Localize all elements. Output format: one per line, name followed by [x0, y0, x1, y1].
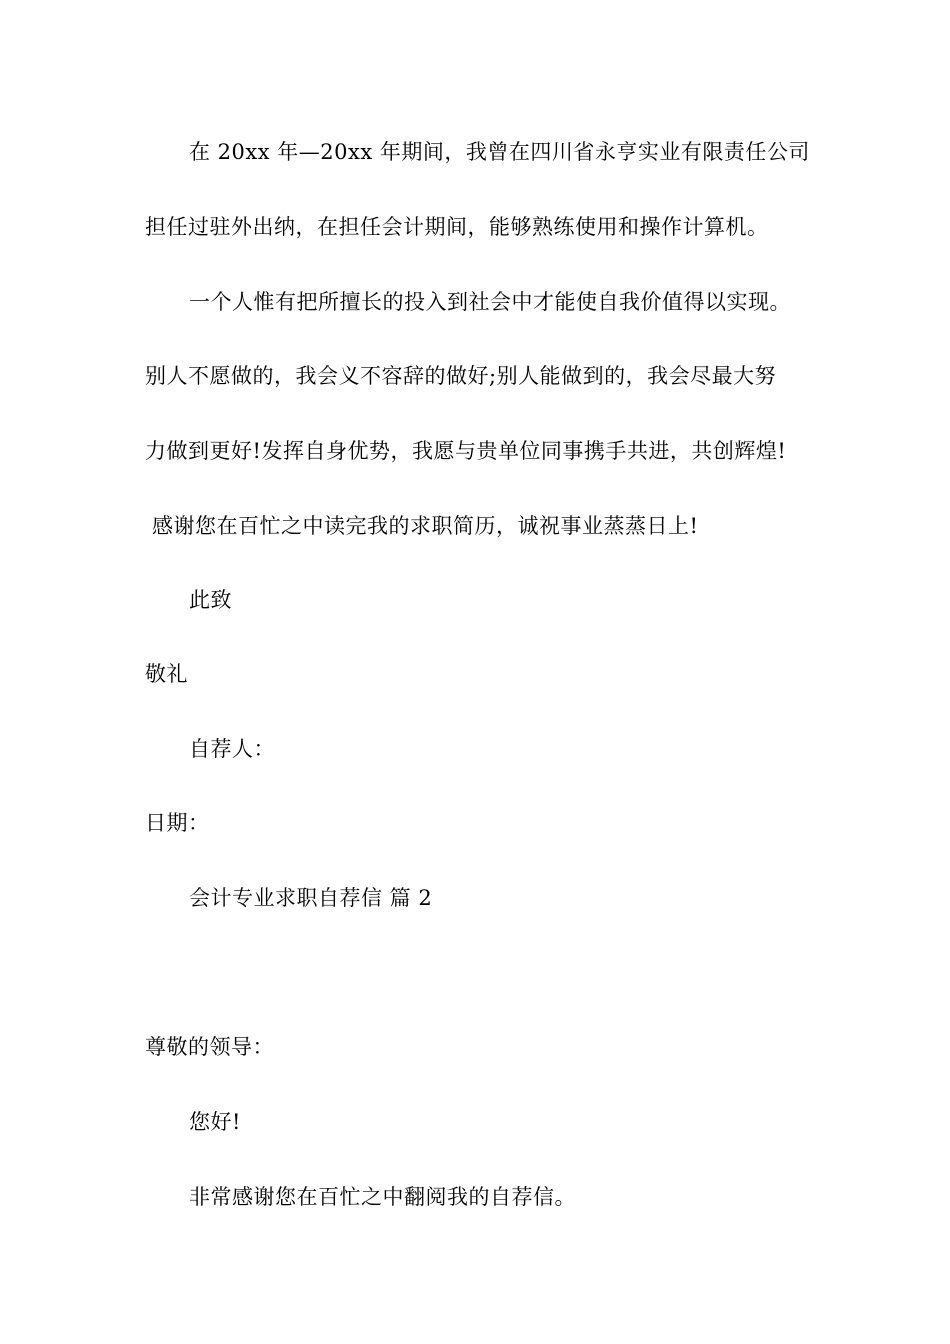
paragraph-employment-history-cont: 担任过驻外出纳，在担任会计期间，能够熟练使用和操作计算机。	[145, 215, 769, 239]
paragraph-thanks: 感谢您在百忙之中读完我的求职简历，诚祝事业蒸蒸日上!	[152, 514, 699, 538]
closing-regards: 敬礼	[145, 662, 188, 686]
signature-label: 自荐人：	[189, 737, 275, 761]
paragraph-self-value-end: 力做到更好!发挥自身优势，我愿与贵单位同事携手共进，共创辉煌!	[145, 439, 787, 463]
paragraph-self-value: 一个人惟有把所擅长的投入到社会中才能使自我价值得以实现。	[189, 290, 791, 314]
letter-hello: 您好!	[189, 1110, 241, 1134]
paragraph-self-value-cont: 别人不愿做的，我会义不容辞的做好;别人能做到的，我会尽最大努	[145, 364, 777, 388]
paragraph-employment-history: 在 20xx 年—20xx 年期间，我曾在四川省永亨实业有限责任公司	[189, 140, 810, 164]
date-label: 日期：	[145, 811, 210, 835]
letter-greeting: 尊敬的领导：	[145, 1035, 274, 1059]
letter-opening: 非常感谢您在百忙之中翻阅我的自荐信。	[189, 1185, 576, 1209]
closing-salutation: 此致	[189, 588, 232, 612]
section-title: 会计专业求职自荐信 篇 2	[189, 886, 433, 910]
